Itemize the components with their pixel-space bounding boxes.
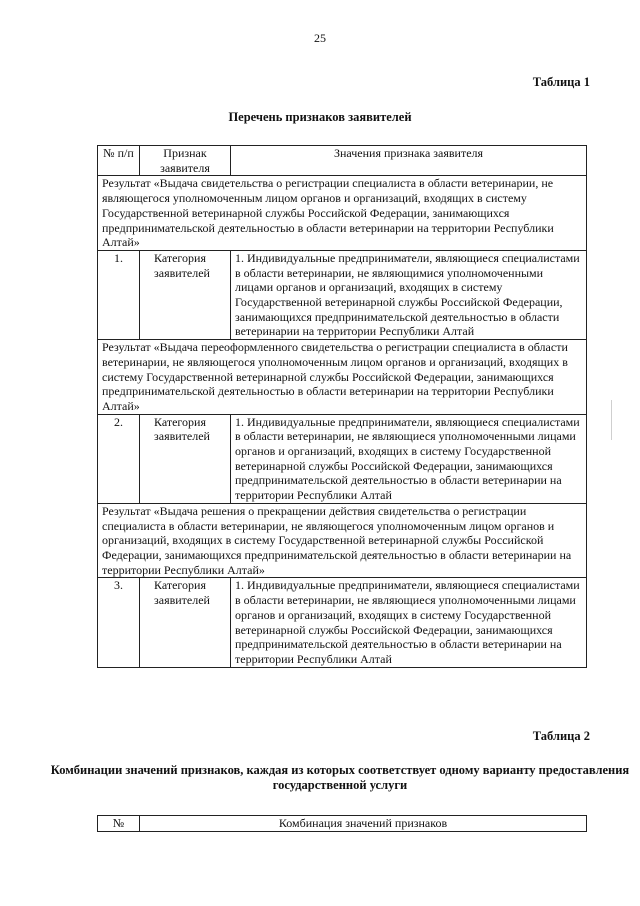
table-1-label: Таблица 1 bbox=[532, 75, 590, 89]
header-combination: Комбинация значений признаков bbox=[140, 816, 587, 832]
result-text: Результат «Выдача решения о прекращении действия свидетельства о регистрации специалиста в области ветеринарии, не являющегося уполномоченным лицом органов и организаций, входящих в систему Государственной ветеринарной службы Российской Федерации, занимающихся предпринимательской деятельностью в области ветеринарии на территории Республики Алтай» bbox=[98, 503, 587, 578]
row-category: Категория заявителей bbox=[140, 578, 231, 667]
feature-combinations-table bbox=[97, 815, 587, 832]
header-number: № п/п bbox=[98, 146, 140, 176]
applicant-features-table bbox=[97, 145, 587, 668]
table-2-label: Таблица 2 bbox=[532, 729, 590, 743]
result-text: Результат «Выдача переоформленного свидетельства о регистрации специалиста в области ветеринарии, не являющегося уполномоченным лицом органов и организаций, входящих в систему Государственной ветеринарной службы Российской Федерации, занимающихся предпринимательской деятельностью в области ветеринарии на территории Республики Алтай» bbox=[98, 340, 587, 415]
row-category: Категория заявителей bbox=[140, 250, 231, 339]
table-header-row bbox=[98, 146, 587, 176]
row-value: 1. Индивидуальные предприниматели, являющиеся специалистами в области ветеринарии, не являющиеся уполномоченными лицами органов и организаций, входящих в систему Государственной ветеринарной службы Российской Федерации, занимающихся предпринимательской деятельностью в области ветеринарии на территории Республики Алтай bbox=[231, 414, 587, 503]
table-header-row bbox=[98, 816, 587, 832]
row-category: Категория заявителей bbox=[140, 414, 231, 503]
result-text: Результат «Выдача свидетельства о регистрации специалиста в области ветеринарии, не являющегося уполномоченным лицом органов и организаций, входящих в систему Государственной ветеринарной службы Российской Федерации, занимающихся предпринимательской деятельностью в области ветеринарии на территории Республики Алтай» bbox=[98, 176, 587, 251]
table-row bbox=[98, 414, 587, 503]
row-value: 1. Индивидуальные предприниматели, являющиеся специалистами в области ветеринарии, не являющиеся уполномоченными лицами органов и организаций, входящих в систему Государственной ветеринарной службы Российской Федерации, занимающихся предпринимательской деятельностью в области ветеринарии на территории Республики Алтай bbox=[231, 578, 587, 667]
table-2-title: Комбинации значений признаков, каждая из которых соответствует одному варианту предоставления государственной услуги bbox=[50, 763, 630, 792]
result-row bbox=[98, 503, 587, 578]
row-number: 1. bbox=[98, 250, 140, 339]
table-row bbox=[98, 250, 587, 339]
header-values: Значения признака заявителя bbox=[231, 146, 587, 176]
table-row bbox=[98, 578, 587, 667]
table-1-title: Перечень признаков заявителей bbox=[228, 110, 412, 124]
result-row bbox=[98, 340, 587, 415]
row-number: 3. bbox=[98, 578, 140, 667]
row-number: 2. bbox=[98, 414, 140, 503]
scan-artifact bbox=[611, 400, 612, 440]
row-value: 1. Индивидуальные предприниматели, являющиеся специалистами в области ветеринарии, не являющимися уполномоченными лицами органов и организаций, входящих в систему Государственной ветеринарной службы Российской Федерации, занимающихся предпринимательской деятельностью в области ветеринарии на территории Республики Алтай bbox=[231, 250, 587, 339]
page-number: 25 bbox=[314, 31, 326, 45]
result-row bbox=[98, 176, 587, 251]
header-number: № bbox=[98, 816, 140, 832]
header-feature: Признак заявителя bbox=[140, 146, 231, 176]
